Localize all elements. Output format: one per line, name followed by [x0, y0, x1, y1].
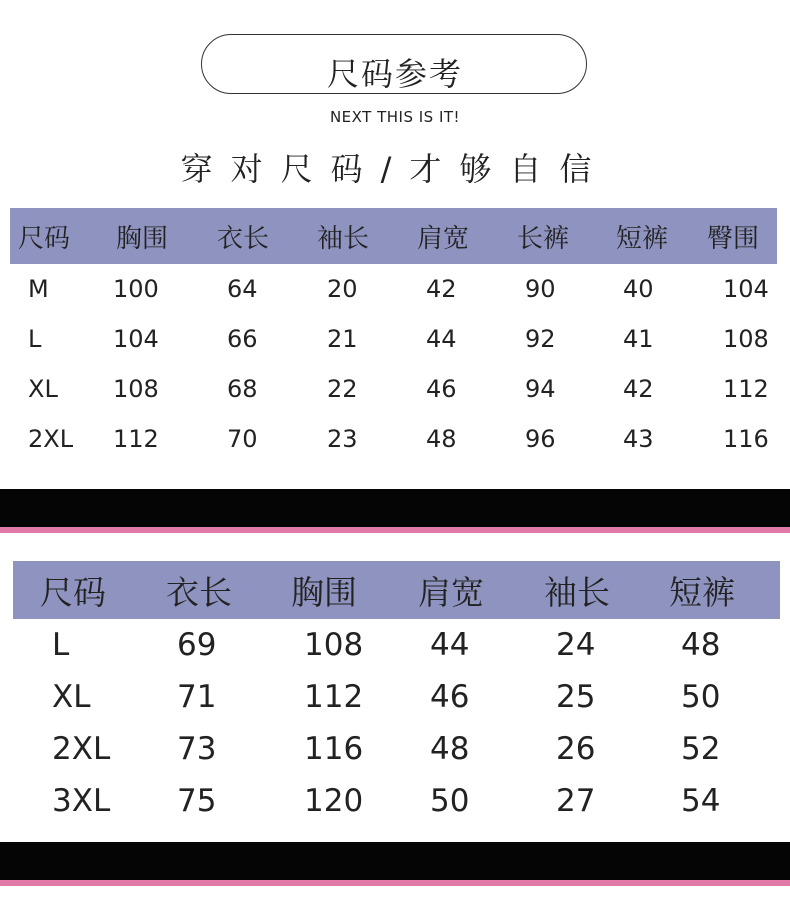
table-cell: 54 [681, 783, 721, 819]
table-cell: 108 [304, 627, 364, 663]
table-cell: 43 [623, 425, 654, 453]
table-cell: L [52, 627, 70, 663]
table-cell: 96 [525, 425, 556, 453]
table-cell: 92 [525, 325, 556, 353]
table-cell: 64 [227, 275, 258, 303]
table-cell: 116 [723, 425, 769, 453]
table-cell: 25 [556, 679, 596, 715]
col-header-chest: 胸围 [116, 223, 169, 254]
table-header-row [10, 208, 777, 264]
col-header-sleeve: 袖长 [317, 223, 370, 254]
table-cell: 71 [177, 679, 217, 715]
divider-bar [0, 489, 790, 533]
table-cell: L [28, 325, 42, 353]
table-cell: 104 [723, 275, 769, 303]
col-header-sleeve: 袖长 [544, 572, 610, 612]
table-cell: 73 [177, 731, 217, 767]
table-cell: 66 [227, 325, 258, 353]
divider-bar [0, 842, 790, 886]
size-table-1 [10, 208, 777, 464]
table-cell: 22 [327, 375, 358, 403]
table-cell: 112 [723, 375, 769, 403]
table-cell: 90 [525, 275, 556, 303]
col-header-shorts: 短裤 [669, 572, 735, 612]
col-header-shoulder: 肩宽 [417, 223, 470, 254]
col-header-shoulder: 肩宽 [418, 572, 484, 612]
table-cell: 50 [681, 679, 721, 715]
table-cell: 24 [556, 627, 596, 663]
table-cell: 46 [426, 375, 457, 403]
table-cell: 21 [327, 325, 358, 353]
table-cell: 48 [426, 425, 457, 453]
table-row [13, 619, 780, 671]
table-cell: 108 [723, 325, 769, 353]
table-cell: 68 [227, 375, 258, 403]
table-cell: 70 [227, 425, 258, 453]
table-cell: 112 [304, 679, 364, 715]
table-cell: 3XL [52, 783, 111, 819]
table-cell: 50 [430, 783, 470, 819]
table-cell: 112 [113, 425, 159, 453]
table-row [10, 364, 777, 414]
col-header-length: 衣长 [166, 572, 232, 612]
table-row [13, 671, 780, 723]
page-subtitle: NEXT THIS IS IT! [329, 108, 461, 126]
col-header-chest: 胸围 [291, 572, 357, 612]
table-row [13, 723, 780, 775]
table-cell: 40 [623, 275, 654, 303]
table-cell: 48 [681, 627, 721, 663]
table-cell: 42 [623, 375, 654, 403]
table-cell: 52 [681, 731, 721, 767]
col-header-hip: 臀围 [707, 223, 760, 254]
table-cell: 69 [177, 627, 217, 663]
col-header-shorts: 短裤 [616, 223, 669, 254]
table-row [10, 314, 777, 364]
table-cell: M [28, 275, 49, 303]
table-cell: 20 [327, 275, 358, 303]
table-row [10, 414, 777, 464]
col-header-trousers: 长裤 [517, 223, 570, 254]
table-cell: 104 [113, 325, 159, 353]
table-cell: 27 [556, 783, 596, 819]
table-cell: 75 [177, 783, 217, 819]
table-cell: 100 [113, 275, 159, 303]
page-title: 尺码参考 [326, 55, 463, 93]
col-header-size: 尺码 [40, 572, 106, 612]
table-cell: 116 [304, 731, 364, 767]
table-cell: 23 [327, 425, 358, 453]
table-cell: XL [28, 375, 58, 403]
table-cell: 2XL [28, 425, 74, 453]
table-cell: 26 [556, 731, 596, 767]
table-row [10, 264, 777, 314]
table-cell: 41 [623, 325, 654, 353]
col-header-length: 衣长 [217, 223, 270, 254]
table-row [13, 775, 780, 827]
size-table-2 [13, 561, 780, 827]
table-cell: 42 [426, 275, 457, 303]
slogan: 穿对尺码/才够自信 [180, 150, 610, 188]
table-cell: 120 [304, 783, 364, 819]
table-cell: XL [52, 679, 91, 715]
table-cell: 46 [430, 679, 470, 715]
table-cell: 48 [430, 731, 470, 767]
table-cell: 94 [525, 375, 556, 403]
table-cell: 44 [426, 325, 457, 353]
col-header-size: 尺码 [18, 223, 71, 254]
table-cell: 2XL [52, 731, 111, 767]
table-header-row [13, 561, 780, 619]
table-cell: 108 [113, 375, 159, 403]
table-cell: 44 [430, 627, 470, 663]
